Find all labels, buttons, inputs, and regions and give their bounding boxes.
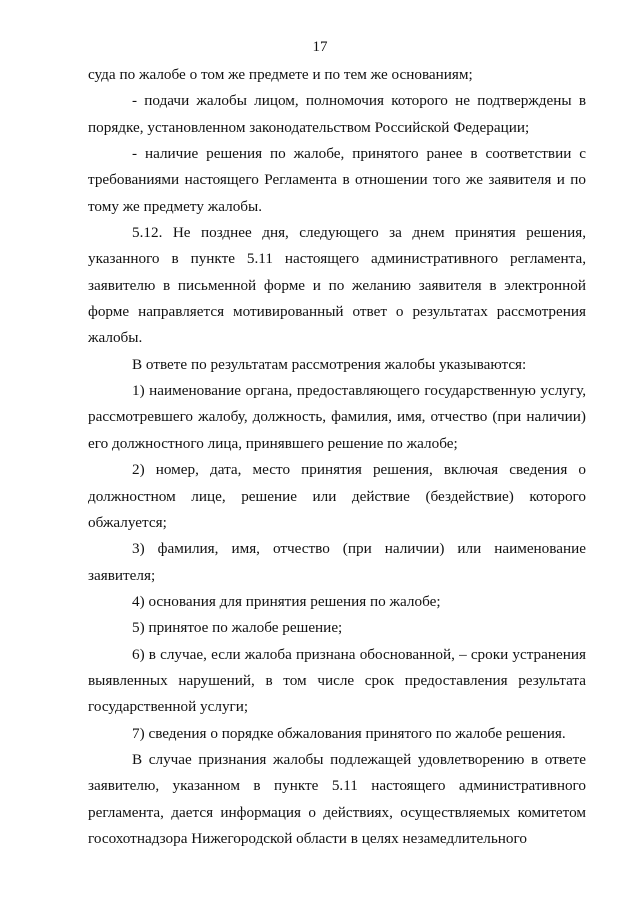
paragraph-satisfaction-info: В случае признания жалобы подлежащей удовлетворению в ответе заявителю, указанном в пункте 5.11 настоящего административного регламента, дается информация о действиях, осуществляемых комитетом госохотнадзора Нижегородской области в целях незамедлительного (88, 750, 586, 847)
paragraph-list-item: 7) сведения о порядке обжалования принятого по жалобе решения. (132, 724, 566, 742)
paragraph-response-contents: В ответе по результатам рассмотрения жалобы указываются: (132, 355, 527, 373)
page-number: 17 (312, 39, 328, 55)
paragraph-list-item: 4) основания для принятия решения по жалобе; (132, 592, 441, 610)
paragraph-list-item: - подачи жалобы лицом, полномочия которого не подтверждены в порядке, установленном законодательством Российской Федерации; (88, 92, 586, 136)
paragraph-list-item: 2) номер, дата, место принятия решения, включая сведения о должностном лице, решение или действие (бездействие) которого обжалуется; (88, 461, 586, 531)
paragraph-continuation: суда по жалобе о том же предмете и по тем же основаниям; (88, 66, 473, 83)
paragraph-list-item: 5) принятое по жалобе решение; (132, 619, 343, 637)
paragraph-list-item: 3) фамилия, имя, отчество (при наличии) или наименование заявителя; (88, 540, 586, 584)
document-body (88, 62, 586, 852)
paragraph-list-item: 1) наименование органа, предоставляющего государственную услугу, рассмотревшего жалобу, должность, фамилия, имя, отчество (при наличии) его должностного лица, принявшего решение по жалобе; (88, 382, 586, 452)
paragraph-list-item: 6) в случае, если жалоба признана обоснованной, – сроки устранения выявленных нарушений, в том числе срок предоставления результата государственной услуги; (88, 645, 586, 716)
paragraph-list-item: - наличие решения по жалобе, принятого ранее в соответствии с требованиями настоящего Регламента в отношении того же заявителя и по тому же предмету жалобы. (88, 145, 586, 215)
paragraph-section-5-12: 5.12. Не позднее дня, следующего за днем принятия решения, указанного в пункте 5.11 настоящего административного регламента, заявителю в письменной форме и по желанию заявителя в электронной форме направляется мотивированный ответ о результатах рассмотрения жалобы. (88, 224, 586, 347)
